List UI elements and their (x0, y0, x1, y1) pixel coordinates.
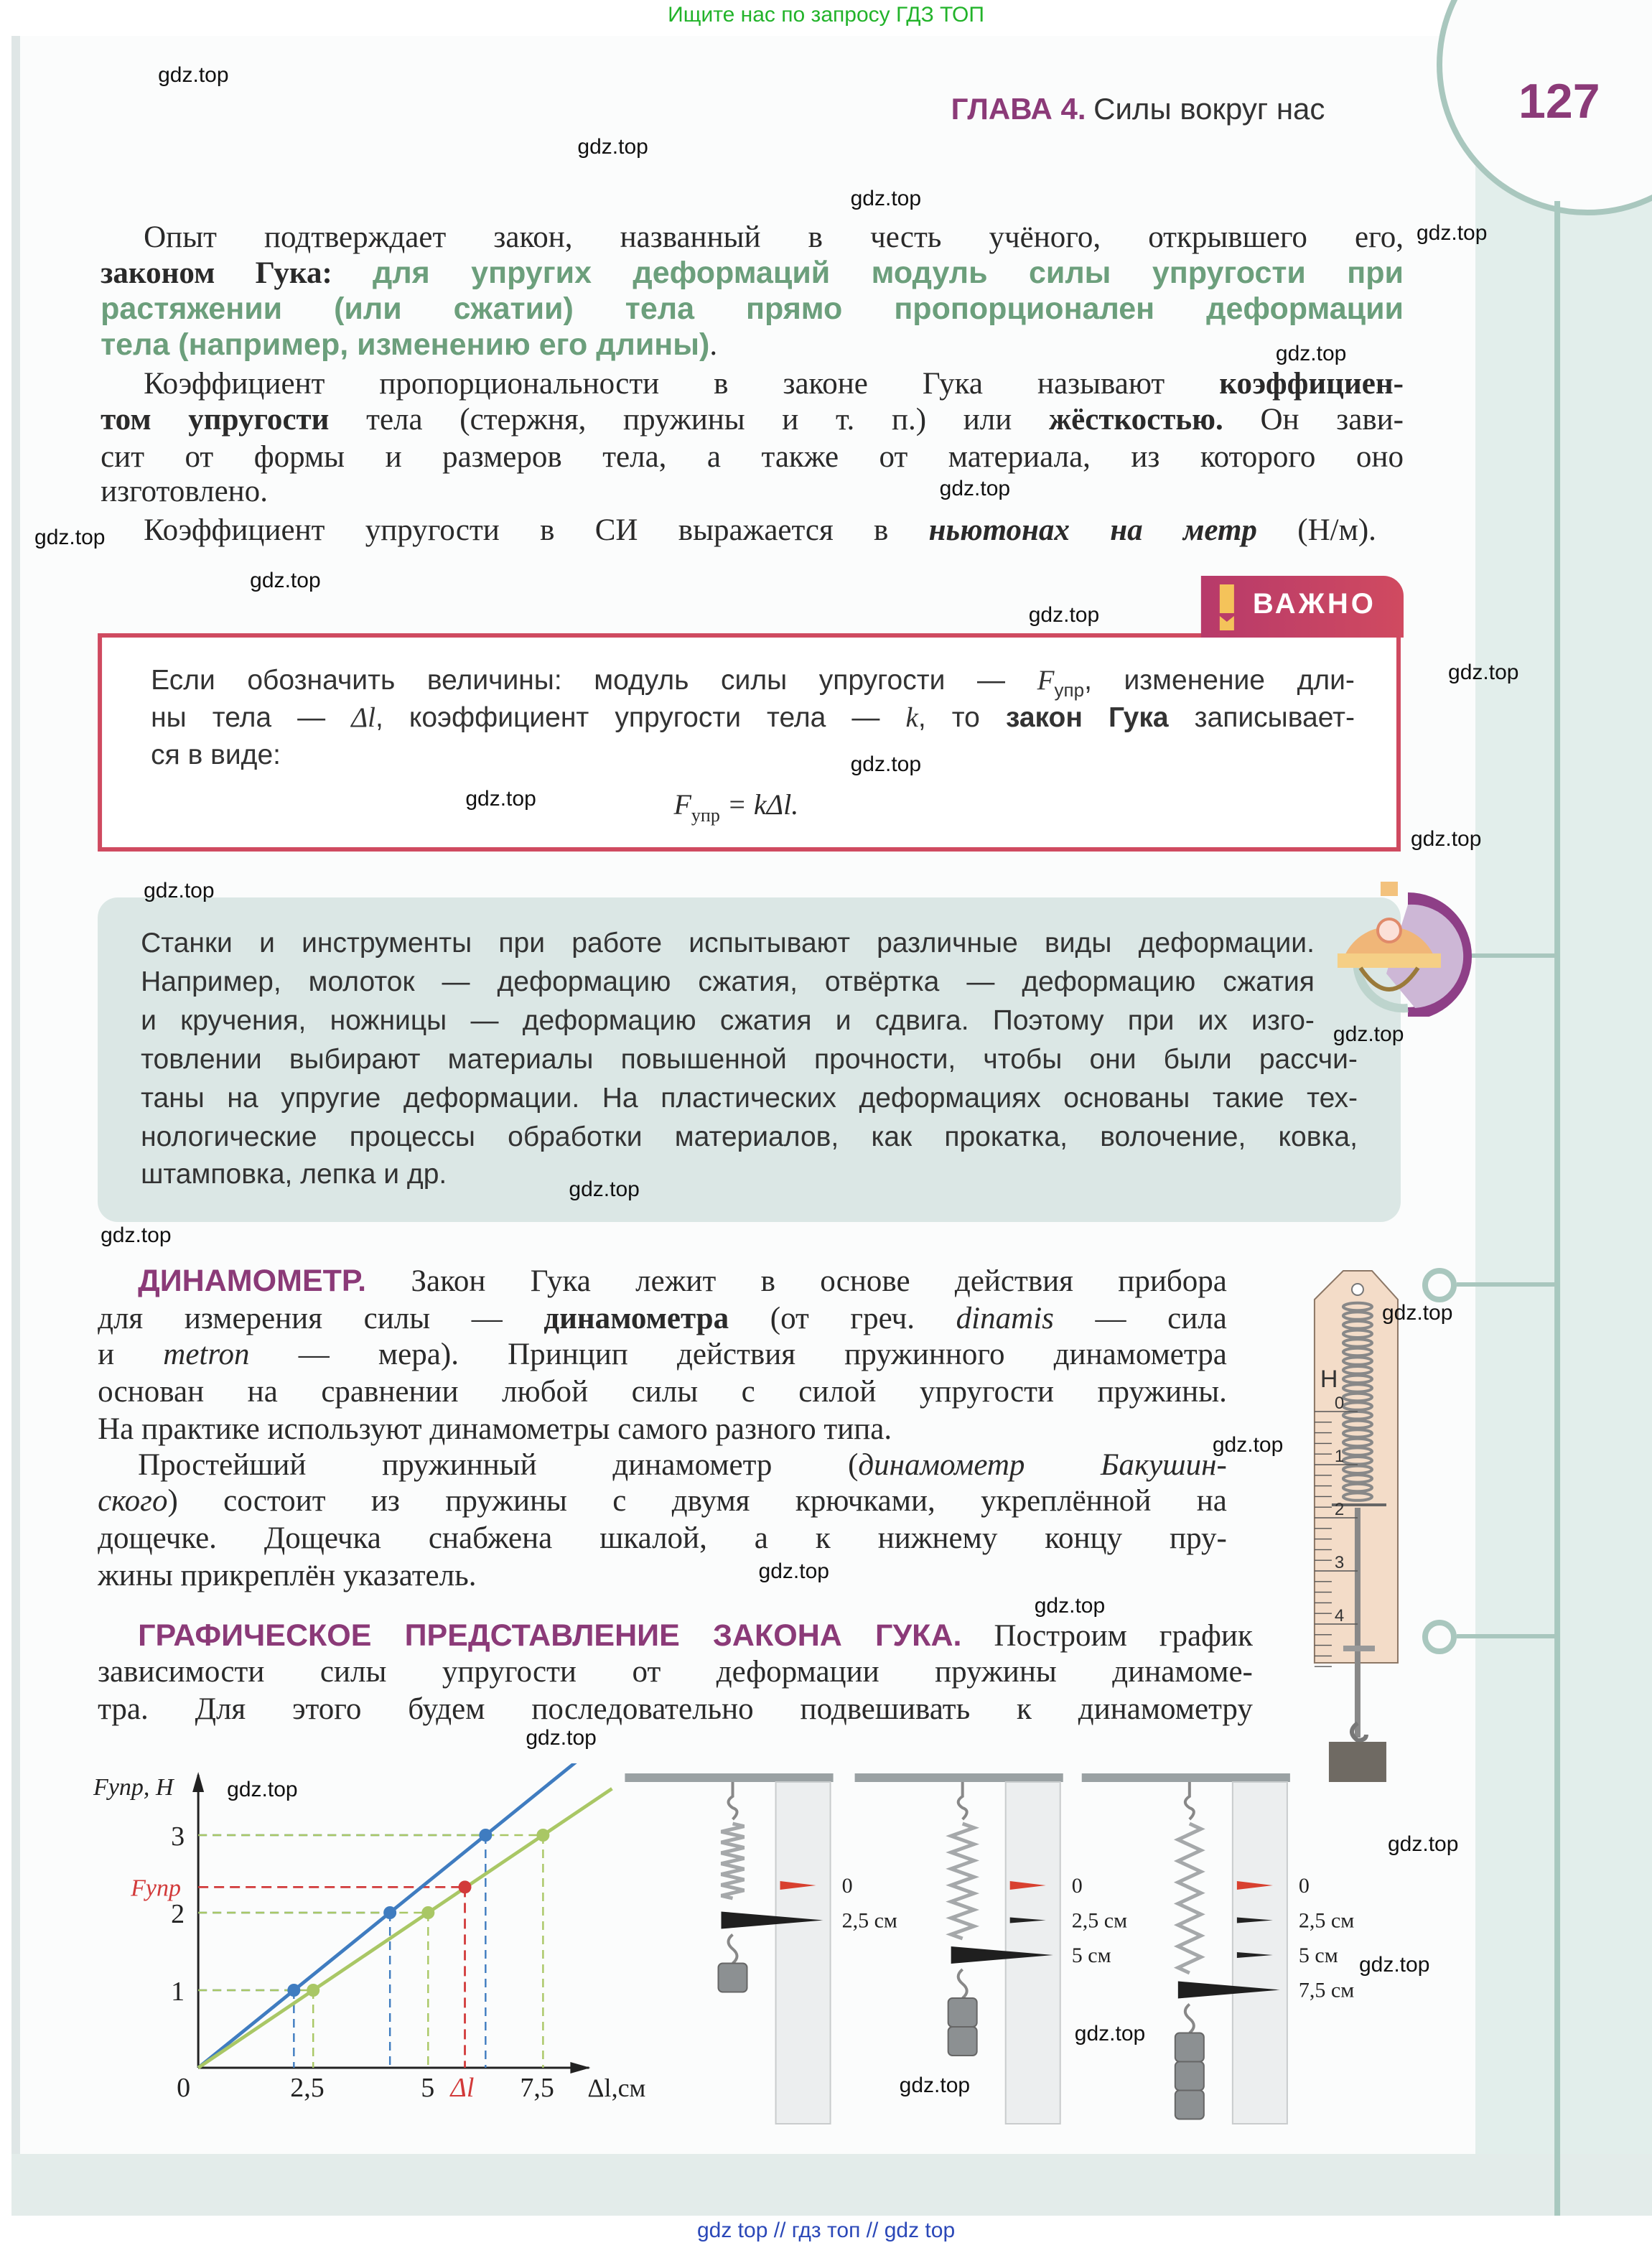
page-edge (11, 36, 20, 2216)
dynamometer-tick-label: 1 (1334, 1447, 1345, 1466)
watermark: gdz.top (250, 569, 321, 593)
text-line: изготовлено. (101, 474, 268, 508)
y-tick-label: 3 (171, 1821, 185, 1852)
scale-label: 2,5 см (841, 1908, 897, 1933)
dynamometer-tick-label: 0 (1334, 1394, 1345, 1413)
connector-knob (1422, 1268, 1457, 1302)
info-text-line: Станки и инструменты при работе испытывают различные виды деформации. (141, 928, 1315, 959)
text-line: основан на сравнении любой силы с силой упругости пружины. (98, 1374, 1227, 1409)
watermark: gdz.top (1387, 1832, 1459, 1857)
hooke-law-definition: для упругих деформаций модуль силы упругости при (373, 256, 1404, 290)
watermark: gdz.top (758, 1559, 830, 1584)
info-text-line: и кручения, ножницы — деформацию сжатия и сдвига. Поэтому при их изго- (141, 1005, 1315, 1037)
scale-label: 2,5 см (1071, 1908, 1128, 1933)
watermark: gdz.top (1034, 1594, 1106, 1618)
watermark: gdz.top (227, 1778, 298, 1802)
hooke-law-chart (79, 1763, 682, 2151)
dynamometer-tick-label: 3 (1334, 1553, 1345, 1572)
top-banner[interactable]: Ищите нас по запросу ГДЗ ТОП (668, 3, 984, 27)
watermark: gdz.top (1275, 342, 1347, 366)
connector-knob (1422, 1620, 1457, 1654)
series-line-blue (198, 1763, 612, 2068)
x-axis-arrow (570, 2062, 590, 2074)
x-tick-label: 2,5 (290, 2073, 325, 2103)
connector-line (1457, 1634, 1557, 1638)
watermark: gdz.top (465, 787, 536, 811)
text-line: Коэффициент пропорциональности в законе Гука называют коэффициен- (144, 366, 1404, 401)
spring-setup (855, 1773, 1127, 2124)
watermark: gdz.top (1358, 1953, 1430, 1977)
text-line: ского) состоит из пружины с двумя крючками, укреплённой на (98, 1483, 1227, 1518)
scale-label: 5 см (1071, 1944, 1111, 1967)
watermark: gdz.top (34, 526, 106, 550)
support-bar (625, 1773, 833, 1782)
text-line: законом Гука: для упругих деформаций модуль силы упругости при (101, 256, 1404, 290)
data-point-blue (287, 1984, 300, 1997)
spring-setup (625, 1773, 897, 2124)
text-line: жины прикреплён указатель. (98, 1558, 477, 1592)
scale-label: 0 (841, 1874, 853, 1898)
text-line: Опыт подтверждает закон, названный в честь учёного, открывшего его, (144, 220, 1404, 254)
y-axis-arrow (192, 1772, 204, 1792)
exclamation-icon (1218, 584, 1236, 630)
watermark: gdz.top (850, 752, 922, 777)
text-line: На практике используют динамометры самого разного типа. (98, 1412, 892, 1446)
support-bar (1082, 1773, 1290, 1782)
hooke-law-definition: растяжении (или сжатии) тела прямо пропорционален деформации (101, 291, 1404, 326)
important-text-line: ны тела — Δl, коэффициент упругости тела — k, то закон Гука записывает- (151, 702, 1355, 734)
connector-line (1457, 1282, 1557, 1287)
watermark: gdz.top (1416, 221, 1488, 246)
text-line: и metron — мера). Принцип действия пружинного динамометра (98, 1337, 1227, 1371)
text-line: ГРАФИЧЕСКОЕ ПРЕДСТАВЛЕНИЕ ЗАКОНА ГУКА. Построим график (138, 1618, 1253, 1653)
watermark: gdz.top (569, 1177, 640, 1202)
unit-label: Н (1320, 1366, 1338, 1393)
weight-icon (948, 1998, 977, 2027)
watermark: gdz.top (899, 2074, 971, 2098)
important-box (98, 633, 1401, 852)
spring-setup (1082, 1773, 1354, 2124)
dynamometer-figure (1300, 1264, 1415, 1788)
scale-label: 0 (1071, 1874, 1083, 1898)
weight-icon (1175, 2062, 1204, 2091)
bottom-banner[interactable]: gdz top // гдз топ // gdz top (696, 2219, 956, 2243)
spring-experiment-figure (617, 1766, 1379, 2140)
weight-icon (718, 1964, 747, 1992)
watermark: gdz.top (158, 63, 229, 88)
important-text-line: Если обозначить величины: модуль силы упругости — $F_{упр}$, изменение дли- (151, 665, 1355, 701)
scale-label: 7,5 см (1298, 1978, 1355, 2002)
watermark: gdz.top (939, 477, 1011, 501)
scale-label: 2,5 см (1298, 1908, 1355, 1933)
text-line: Простейший пружинный динамометр (динамометр Бакушин- (138, 1447, 1227, 1482)
text-line: дощечке. Дощечка снабжена шкалой, а к нижнему концу пру- (98, 1521, 1227, 1555)
connector-line (1462, 953, 1557, 958)
info-text-line: Например, молоток — деформацию сжатия, отвёртка — деформацию сжатия (141, 966, 1315, 998)
spring-icon (722, 1824, 745, 1898)
y-tick-label: 2 (171, 1899, 185, 1929)
margin-line (1554, 201, 1560, 2216)
scale-label: 0 (1298, 1874, 1310, 1898)
support-bar (855, 1773, 1063, 1782)
hooke-formula: $F_{упр} = k\Delta l$. (673, 790, 799, 826)
important-tab-label: ВАЖНО (1252, 589, 1376, 620)
text-line: тра. Для этого будем последовательно подвешивать к динамометру (98, 1692, 1253, 1726)
important-text-line: ся в виде: (151, 740, 281, 771)
chapter-label: ГЛАВА 4. (951, 93, 1086, 126)
data-point-blue (383, 1906, 396, 1919)
helmet-icon (1329, 873, 1473, 1017)
marker-y-label: Fупр (131, 1875, 181, 1902)
watermark: gdz.top (1333, 1022, 1404, 1047)
text-line: тела (например, изменению его длины). (101, 327, 718, 362)
weight-icon (948, 2027, 977, 2056)
watermark: gdz.top (1410, 827, 1482, 852)
watermark: gdz.top (850, 187, 922, 211)
data-point-green (536, 1829, 549, 1842)
watermark: gdz.top (101, 1223, 172, 1248)
x-tick-label: 7,5 (520, 2073, 554, 2103)
watermark: gdz.top (1074, 2022, 1146, 2046)
watermark: gdz.top (1448, 661, 1519, 685)
info-text-line: таны на упругие деформации. На пластических деформациях основаны такие тех- (141, 1083, 1358, 1114)
y-tick-label: 1 (171, 1977, 185, 2007)
running-header (951, 92, 1325, 128)
dynamometer-tick-label: 2 (1334, 1500, 1345, 1519)
scale-board (776, 1782, 831, 2124)
x-tick-label: 0 (177, 2073, 191, 2103)
dynamometer-tick-label: 4 (1334, 1606, 1345, 1625)
chapter-title: Силы вокруг нас (1093, 93, 1325, 126)
text-line: сит от формы и размеров тела, а также от материала, из которого оно (101, 439, 1404, 474)
weight-icon (1175, 2033, 1204, 2062)
marker-x-label: Δl (450, 2073, 475, 2103)
x-tick-label: 5 (421, 2073, 435, 2103)
section-heading: ГРАФИЧЕСКОЕ ПРЕДСТАВЛЕНИЕ ЗАКОНА ГУКА. (138, 1618, 962, 1653)
data-point-green (421, 1906, 434, 1919)
section-heading: ДИНАМОМЕТР. (138, 1264, 367, 1298)
right-margin-panel (1475, 36, 1652, 2216)
text-line: зависимости силы упругости от деформации пружины динамоме- (98, 1654, 1253, 1689)
page-number: 127 (1518, 75, 1600, 129)
bottom-band (11, 2154, 1652, 2216)
spring-icon (1178, 1824, 1201, 1973)
important-tab (1201, 576, 1404, 638)
x-axis-label: Δl,см (587, 2074, 646, 2102)
watermark: gdz.top (1212, 1433, 1284, 1457)
info-text-line: нологические процессы обработки материалов, как прокатка, волочение, ковка, (141, 1121, 1358, 1153)
data-point-blue (479, 1829, 492, 1842)
text-line: том упругости тела (стержня, пружины и т. п.) или жёсткостью. Он зави- (101, 402, 1404, 437)
info-text-line: штамповка, лепка и др. (141, 1159, 447, 1190)
data-point-green (307, 1984, 319, 1997)
y-axis-label: Fупр, Н (93, 1774, 174, 1801)
watermark: gdz.top (1028, 603, 1100, 628)
data-point-marker (459, 1880, 472, 1893)
weight-icon (1175, 2091, 1204, 2119)
spring-icon (951, 1824, 974, 1939)
text-line: для измерения силы — динамометра (от греч. dinamis — сила (98, 1301, 1227, 1335)
watermark: gdz.top (526, 1726, 597, 1750)
watermark: gdz.top (144, 879, 215, 903)
text-line: Коэффициент упругости в СИ выражается в ньютонах на метр (Н/м). (144, 513, 1376, 547)
info-text-line: товлении выбирают материалы повышенной прочности, чтобы они были рассчи- (141, 1044, 1358, 1076)
watermark: gdz.top (1381, 1301, 1453, 1325)
text-line: ДИНАМОМЕТР. Закон Гука лежит в основе действия прибора (138, 1264, 1227, 1298)
scale-label: 5 см (1298, 1944, 1338, 1967)
watermark: gdz.top (577, 135, 648, 159)
series-line-green (198, 1788, 612, 2068)
